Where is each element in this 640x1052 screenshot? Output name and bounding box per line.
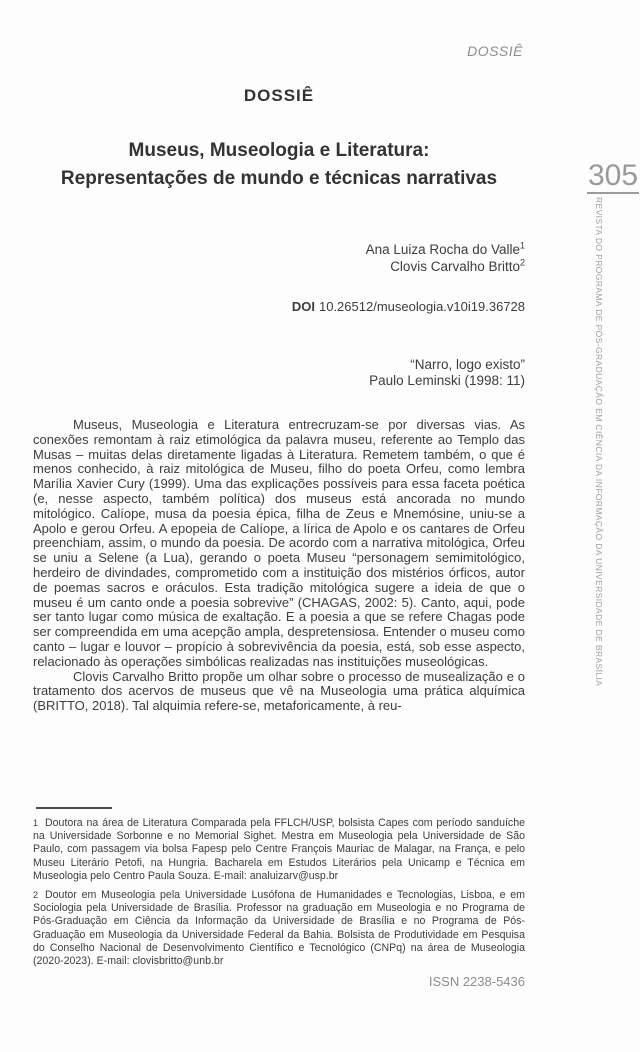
page-number: 305 bbox=[588, 159, 639, 192]
author-1-footnote-ref: 1 bbox=[519, 240, 525, 251]
epigraph bbox=[33, 357, 525, 389]
doi-line bbox=[33, 299, 525, 314]
epigraph-attribution: Paulo Leminski (1998: 11) bbox=[369, 373, 525, 388]
footnote-separator bbox=[36, 807, 112, 809]
section-heading: DOSSIÊ bbox=[243, 86, 315, 105]
author-1 bbox=[33, 241, 525, 258]
footnote-2-number: 2 bbox=[33, 890, 39, 901]
footnote-section bbox=[33, 817, 525, 974]
author-list bbox=[33, 241, 525, 275]
footnote-1-number: 1 bbox=[33, 818, 39, 828]
footnote-1-text: Doutora na área de Literatura Comparada pela FFLCH/USP, bolsista Capes com período sanduíche na Universidade Sorbonne e no Memorial Sighet. Mestra em Museologia pela Universidade de São Paulo, com passagem via bolsa Fapesp pelo Centre François Mauriac de Malagar, na França, e pelo Museu Literário Petofi, na Hungria. Bacharela em Estudos Literários pela Unicamp e Técnica em Museologia pelo Centro Paula Souza. E-mail: analuizarv@usp.br bbox=[33, 817, 525, 882]
author-2-footnote-ref: 2 bbox=[519, 257, 525, 268]
journal-name-vertical: REVISTA DO PROGRAMA DE PÓS-GRADUAÇÃO EM CIÊNCIA DA INFORMAÇÃO DA UNIVERSIDADE DE BRASÍLIA bbox=[594, 197, 604, 687]
article-body bbox=[33, 418, 525, 714]
running-head: DOSSIÊ bbox=[467, 43, 523, 59]
doi-label: DOI bbox=[291, 299, 315, 314]
footnote-2 bbox=[33, 889, 525, 968]
footnote-1 bbox=[33, 817, 525, 883]
doi-value: 10.26512/museologia.v10i19.36728 bbox=[318, 299, 525, 314]
article-title-line1: Museus, Museologia e Literatura: bbox=[128, 140, 430, 161]
body-paragraph-1: Museus, Museologia e Literatura entrecruzam-se por diversas vias. As conexões remontam à raiz etimológica da palavra museu, referente ao Templo das Musas – muitas delas diretamente ligadas à Literatura. Remetem também, o que é menos conhecido, à raiz mitológica de Museu, filho do poeta Orfeu, como lembra Marília Xavier Cury (1999). Uma das explicações possíveis para essa faceta poética (e, nesse aspecto, também política) dos museus está ancorada no mundo mitológico. Calíope, musa da poesia épica, filha de Zeus e Mnemósine, uniu-se a Apolo e gerou Orfeu. A epopeia de Calíope, a lírica de Apolo e os cantares de Orfeu preenchiam, assim, o mundo da poesia. De acordo com a narrativa mitológica, Orfeu se uniu a Selene (a Lua), gerando o poeta Museu “personagem semimitológico, herdeiro de divindades, comprometido com a instituição dos mistérios órficos, autor de poemas sacros e oráculos. Esta tradição mitológica sugere a ideia de que o museu é um canto onde a poesia sobrevive” (CHAGAS, 2002: 5). Canto, aqui, pode ser tanto lugar como música de exaltação. E a poesia a que se refere Chagas pode ser compreendida em uma acepção ampla, despretensiosa. Entender o museu como canto – lugar e louvor – propício à sobrevivência da poesia, está, sob esse aspecto, relacionado às operações simbólicas realizadas nas instituições museológicas. bbox=[33, 417, 525, 669]
article-title bbox=[33, 137, 525, 193]
epigraph-quote: “Narro, logo existo” bbox=[410, 357, 525, 372]
author-1-name: Ana Luiza Rocha do Valle bbox=[365, 242, 520, 257]
page-number-block bbox=[587, 159, 639, 194]
footnote-2-text: Doutor em Museologia pela Universidade Lusófona de Humanidades e Tecnologias, Lisboa, e em Sociologia pela Universidade de Brasília. Professor na graduação em Museologia e no Programa de Pós-Graduação em Ciência da Informação da Universidade de Brasília e no Programa de Pós-Graduação em Museologia da Universidade Federal da Bahia. Bolsista de Produtividade em Pesquisa do Conselho Nacional de Desenvolvimento Científico e Tecnológico (CNPq) na área de Museologia (2020-2023). E-mail: clovisbritto@unb.br bbox=[33, 889, 525, 968]
author-2-name: Clovis Carvalho Britto bbox=[390, 259, 520, 274]
article-title-line2: Representações de mundo e técnicas narrativas bbox=[60, 168, 498, 189]
body-paragraph-2: Clovis Carvalho Britto propõe um olhar sobre o processo de musealização e o tratamento dos acervos de museus que vê na Museologia uma prática alquímica (BRITTO, 2018). Tal alquimia refere-se, metaforicamente, à reu- bbox=[33, 668, 525, 714]
issn-label: ISSN 2238-5436 bbox=[428, 974, 525, 989]
author-2 bbox=[33, 258, 525, 275]
